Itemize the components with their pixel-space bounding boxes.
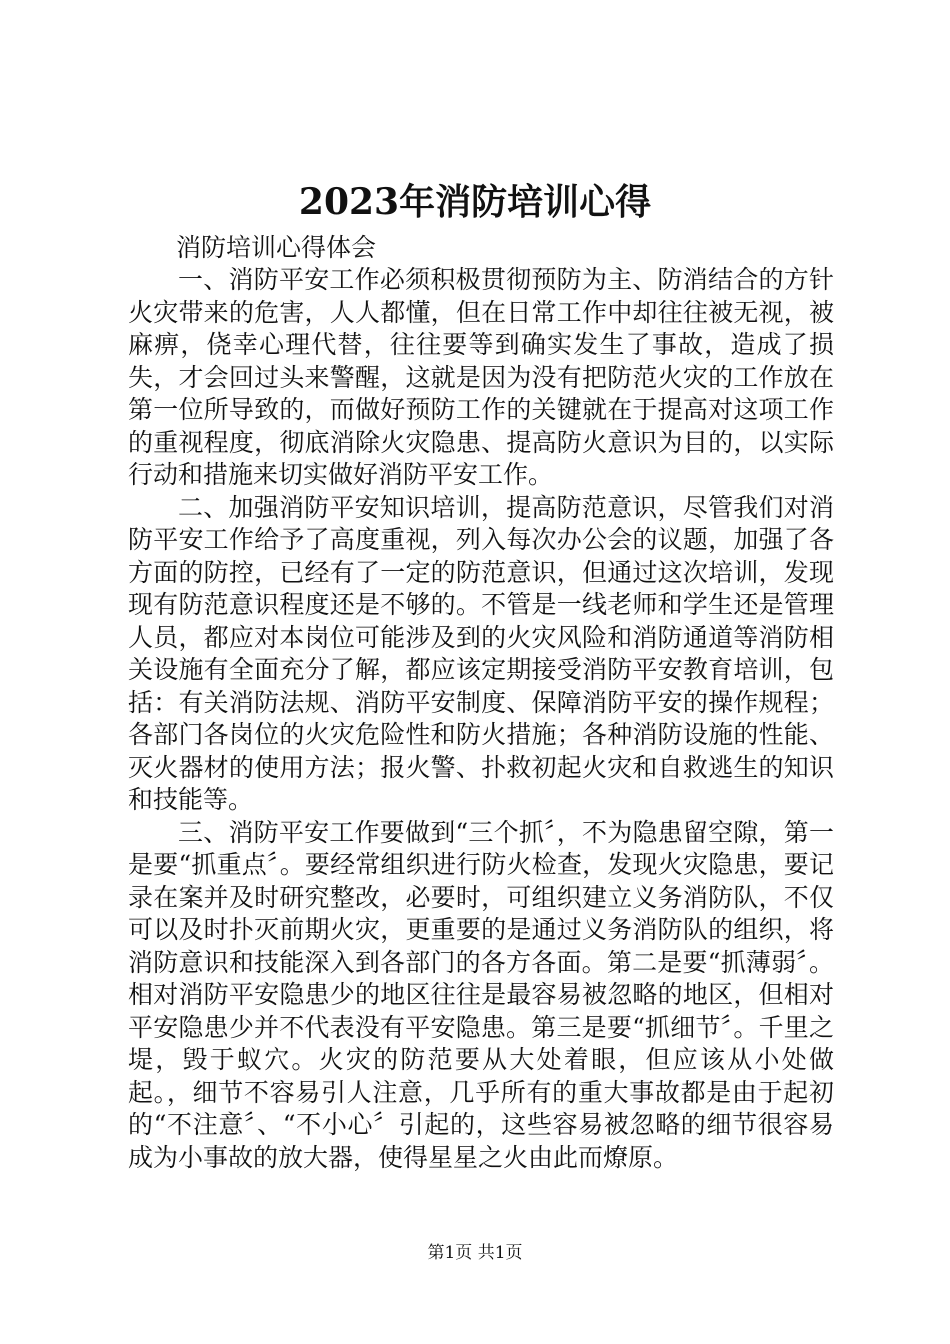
paragraph-3: 三、消防平安工作要做到“三个抓〞，不为隐患留空隙，第一是要“抓重点〞。要经常组织进行防火检查，发现火灾隐患，要记录在案并及时研究整改，必要时，可组织建立义务消防队，不仅可以及时扑灭前期火灾，更重要的是通过义务消防队的组织，将消防意识和技能深入到各部门的各方各面。第二是要“抓薄弱〞。相对消防平安隐患少的地区往往是最容易被忽略的地区，但相对平安隐患少并不代表没有平安隐患。第三是要“抓细节〞。千里之堤，毁于蚁穴。火灾的防范要从大处着眼，但应该从小处做起。，细节不容易引人注意，几乎所有的重大事故都是由于起初的“不注意〞、“不小心〞引起的，这些容易被忽略的细节很容易成为小事故的放大器，使得星星之火由此而燎原。 [128,817,834,1172]
document-body [128,264,834,1174]
document-subtitle: 消防培训心得体会 [176,233,377,262]
page-number-footer: 第1页 共1页 [427,1243,523,1263]
paragraph-2: 二、加强消防平安知识培训，提高防范意识，尽管我们对消防平安工作给予了高度重视，列入每次办公会的议题，加强了各方面的防控，已经有了一定的防范意识，但通过这次培训，发现现有防范意识程度还是不够的。不管是一线老师和学生还是管理人员，都应对本岗位可能涉及到的火灾风险和消防通道等消防相关设施有全面充分了解，都应该定期接受消防平安教育培训，包括：有关消防法规、消防平安制度、保障消防平安的操作规程；各部门各岗位的火灾危险性和防火措施；各种消防设施的性能、灭火器材的使用方法；报火警、扑救初起火灾和自救逃生的知识和技能等。 [128,492,834,814]
document-title: 2023年消防培训心得 [298,181,652,223]
paragraph-1: 一、消防平安工作必须积极贯彻预防为主、防消结合的方针火灾带来的危害，人人都懂，但在日常工作中却往往被无视，被麻痹，侥幸心理代替，往往要等到确实发生了事故，造成了损失，才会回过头来警醒，这就是因为没有把防范火灾的工作放在第一位所导致的，而做好预防工作的关键就在于提高对这项工作的重视程度，彻底消除火灾隐患、提高防火意识为目的，以实际行动和措施来切实做好消防平安工作。 [128,265,834,489]
